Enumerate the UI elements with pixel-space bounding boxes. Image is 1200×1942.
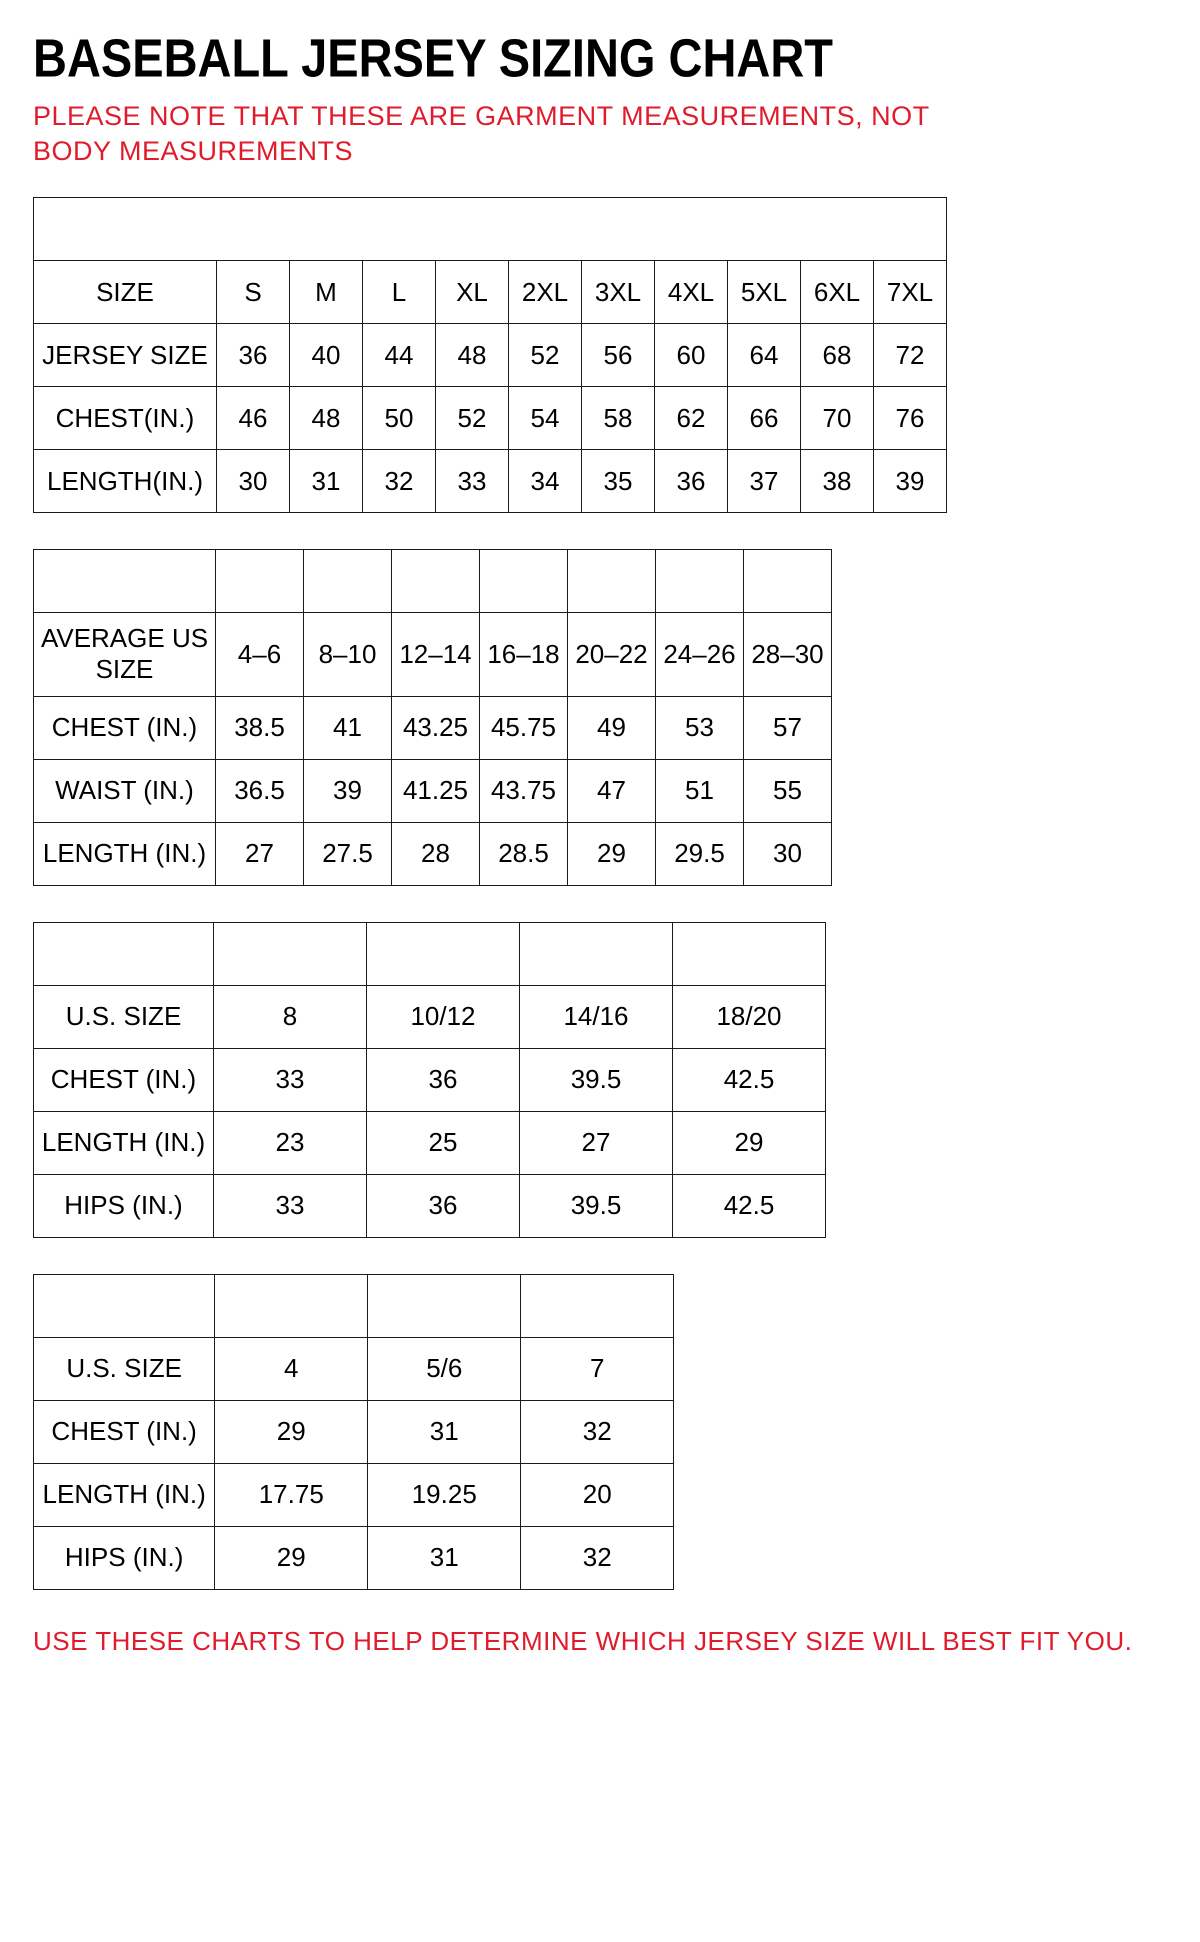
preschool-header-cell: PRESCHOOL: [34, 1274, 215, 1337]
mens-value-cell: 50: [363, 387, 436, 450]
womens-header-cell: 3XL: [656, 550, 744, 613]
preschool-value-cell: 31: [368, 1526, 521, 1589]
boys-row: [34, 1048, 826, 1111]
boys-value-cell: 14/16: [520, 985, 673, 1048]
boys-value-cell: 36: [367, 1048, 520, 1111]
mens-value-cell: 32: [363, 450, 436, 513]
mens-value-cell: 38: [801, 450, 874, 513]
preschool-sizing-table: [33, 1274, 674, 1590]
boys-value-cell: 25: [367, 1111, 520, 1174]
mens-value-cell: 64: [728, 324, 801, 387]
boys-value-cell: 39.5: [520, 1174, 673, 1237]
boys-sizing-table: [33, 922, 826, 1238]
womens-value-cell: 51: [656, 759, 744, 822]
mens-value-cell: 30: [217, 450, 290, 513]
preschool-row: [34, 1400, 674, 1463]
womens-value-cell: 53: [656, 696, 744, 759]
womens-value-cell: 16–18: [480, 613, 568, 696]
preschool-row: [34, 1526, 674, 1589]
boys-value-cell: 42.5: [673, 1174, 826, 1237]
womens-value-cell: 36.5: [216, 759, 304, 822]
mens-value-cell: 44: [363, 324, 436, 387]
preschool-value-cell: 17.75: [215, 1463, 368, 1526]
preschool-row-label: CHEST (IN.): [34, 1400, 215, 1463]
boys-row: [34, 1174, 826, 1237]
womens-value-cell: 29: [568, 822, 656, 885]
mens-value-cell: 68: [801, 324, 874, 387]
womens-value-cell: 4–6: [216, 613, 304, 696]
preschool-value-cell: 29: [215, 1400, 368, 1463]
womens-value-cell: 8–10: [304, 613, 392, 696]
womens-header-row: [34, 550, 832, 613]
womens-value-cell: 29.5: [656, 822, 744, 885]
mens-banner-row: [34, 198, 947, 261]
womens-header-cell: 2XL: [568, 550, 656, 613]
mens-value-cell: 52: [509, 324, 582, 387]
mens-value-cell: 46: [217, 387, 290, 450]
mens-header-cell: M: [290, 261, 363, 324]
mens-row: [34, 387, 947, 450]
preschool-value-cell: 5/6: [368, 1337, 521, 1400]
mens-header-cell: L: [363, 261, 436, 324]
preschool-header-cell: L: [521, 1274, 674, 1337]
womens-value-cell: 28–30: [744, 613, 832, 696]
boys-header-cell: YTH S: [214, 922, 367, 985]
womens-value-cell: 24–26: [656, 613, 744, 696]
boys-row: [34, 1111, 826, 1174]
womens-value-cell: 43.25: [392, 696, 480, 759]
womens-value-cell: 12–14: [392, 613, 480, 696]
mens-header-cell: 7XL: [874, 261, 947, 324]
mens-header-cell: 6XL: [801, 261, 874, 324]
womens-value-cell: 41: [304, 696, 392, 759]
boys-value-cell: 23: [214, 1111, 367, 1174]
womens-header-cell: 4XL: [744, 550, 832, 613]
preschool-row-label: U.S. SIZE: [34, 1337, 215, 1400]
preschool-value-cell: 29: [215, 1526, 368, 1589]
mens-row-label: JERSEY SIZE: [34, 324, 217, 387]
womens-value-cell: 43.75: [480, 759, 568, 822]
mens-header-cell: 5XL: [728, 261, 801, 324]
boys-row-label: U.S. SIZE: [34, 985, 214, 1048]
womens-value-cell: 20–22: [568, 613, 656, 696]
womens-value-cell: 41.25: [392, 759, 480, 822]
mens-value-cell: 52: [436, 387, 509, 450]
boys-header-cell: YTH XL: [673, 922, 826, 985]
womens-header-cell: S: [216, 550, 304, 613]
mens-value-cell: 48: [436, 324, 509, 387]
womens-row: [34, 696, 832, 759]
mens-value-cell: 33: [436, 450, 509, 513]
mens-value-cell: 36: [655, 450, 728, 513]
mens-value-cell: 66: [728, 387, 801, 450]
boys-value-cell: 39.5: [520, 1048, 673, 1111]
womens-value-cell: 30: [744, 822, 832, 885]
preschool-row-label: LENGTH (IN.): [34, 1463, 215, 1526]
womens-row-label: LENGTH (IN.): [34, 822, 216, 885]
mens-value-cell: 35: [582, 450, 655, 513]
womens-value-cell: 49: [568, 696, 656, 759]
boys-value-cell: 33: [214, 1174, 367, 1237]
mens-value-cell: 56: [582, 324, 655, 387]
mens-row-label: LENGTH(IN.): [34, 450, 217, 513]
womens-value-cell: 27: [216, 822, 304, 885]
womens-row-label: CHEST (IN.): [34, 696, 216, 759]
womens-value-cell: 55: [744, 759, 832, 822]
mens-value-cell: 31: [290, 450, 363, 513]
preschool-header-row: [34, 1274, 674, 1337]
garment-measurement-note: PLEASE NOTE THAT THESE ARE GARMENT MEASUREMENTS, NOT BODY MEASUREMENTS: [33, 101, 930, 167]
boys-value-cell: 10/12: [367, 985, 520, 1048]
preschool-row: [34, 1337, 674, 1400]
mens-row: [34, 324, 947, 387]
preschool-header-cell: M: [368, 1274, 521, 1337]
boys-value-cell: 29: [673, 1111, 826, 1174]
mens-value-cell: 62: [655, 387, 728, 450]
womens-value-cell: 57: [744, 696, 832, 759]
preschool-value-cell: 19.25: [368, 1463, 521, 1526]
mens-value-cell: 60: [655, 324, 728, 387]
womens-header-cell: WOMEN’S: [34, 550, 216, 613]
mens-value-cell: 37: [728, 450, 801, 513]
preschool-value-cell: 7: [521, 1337, 674, 1400]
boys-header-row: [34, 922, 826, 985]
preschool-value-cell: 31: [368, 1400, 521, 1463]
mens-value-cell: 72: [874, 324, 947, 387]
mens-value-cell: 39: [874, 450, 947, 513]
mens-value-cell: 58: [582, 387, 655, 450]
footer-note: USE THESE CHARTS TO HELP DETERMINE WHICH JERSEY SIZE WILL BEST FIT YOU.: [33, 1625, 1133, 1656]
boys-value-cell: 33: [214, 1048, 367, 1111]
mens-value-cell: 34: [509, 450, 582, 513]
mens-header-row: [34, 261, 947, 324]
mens-sizing-table: [33, 197, 947, 513]
mens-value-cell: 40: [290, 324, 363, 387]
mens-header-cell: 4XL: [655, 261, 728, 324]
mens-value-cell: 70: [801, 387, 874, 450]
boys-row: [34, 985, 826, 1048]
womens-value-cell: 45.75: [480, 696, 568, 759]
boys-value-cell: 18/20: [673, 985, 826, 1048]
mens-value-cell: 76: [874, 387, 947, 450]
mens-banner: MEN’S AUTHENTIC JERSEYS: [34, 198, 947, 261]
womens-value-cell: 47: [568, 759, 656, 822]
mens-header-cell: S: [217, 261, 290, 324]
boys-header-cell: BOYS: [34, 922, 214, 985]
mens-header-cell: SIZE: [34, 261, 217, 324]
boys-value-cell: 36: [367, 1174, 520, 1237]
preschool-header-cell: S: [215, 1274, 368, 1337]
womens-row-label: WAIST (IN.): [34, 759, 216, 822]
page-title: BASEBALL JERSEY SIZING CHART: [33, 27, 833, 89]
preschool-value-cell: 20: [521, 1463, 674, 1526]
mens-header-cell: 2XL: [509, 261, 582, 324]
boys-row-label: LENGTH (IN.): [34, 1111, 214, 1174]
womens-value-cell: 28.5: [480, 822, 568, 885]
womens-row: [34, 822, 832, 885]
womens-value-cell: 39: [304, 759, 392, 822]
womens-value-cell: 38.5: [216, 696, 304, 759]
boys-row-label: CHEST (IN.): [34, 1048, 214, 1111]
womens-value-cell: 28: [392, 822, 480, 885]
boys-value-cell: 42.5: [673, 1048, 826, 1111]
boys-row-label: HIPS (IN.): [34, 1174, 214, 1237]
womens-row-label: AVERAGE US SIZE: [34, 613, 216, 696]
womens-row: [34, 613, 832, 696]
boys-header-cell: YTH M: [367, 922, 520, 985]
womens-value-cell: 27.5: [304, 822, 392, 885]
womens-row: [34, 759, 832, 822]
preschool-value-cell: 32: [521, 1526, 674, 1589]
boys-value-cell: 8: [214, 985, 367, 1048]
preschool-row-label: HIPS (IN.): [34, 1526, 215, 1589]
boys-value-cell: 27: [520, 1111, 673, 1174]
mens-value-cell: 54: [509, 387, 582, 450]
mens-row: [34, 450, 947, 513]
mens-value-cell: 48: [290, 387, 363, 450]
boys-header-cell: YTH L: [520, 922, 673, 985]
mens-value-cell: 36: [217, 324, 290, 387]
mens-header-cell: 3XL: [582, 261, 655, 324]
womens-header-cell: XL: [480, 550, 568, 613]
preschool-value-cell: 32: [521, 1400, 674, 1463]
womens-header-cell: L: [392, 550, 480, 613]
womens-header-cell: M: [304, 550, 392, 613]
mens-row-label: CHEST(IN.): [34, 387, 217, 450]
preschool-row: [34, 1463, 674, 1526]
womens-sizing-table: [33, 549, 832, 885]
mens-header-cell: XL: [436, 261, 509, 324]
preschool-value-cell: 4: [215, 1337, 368, 1400]
